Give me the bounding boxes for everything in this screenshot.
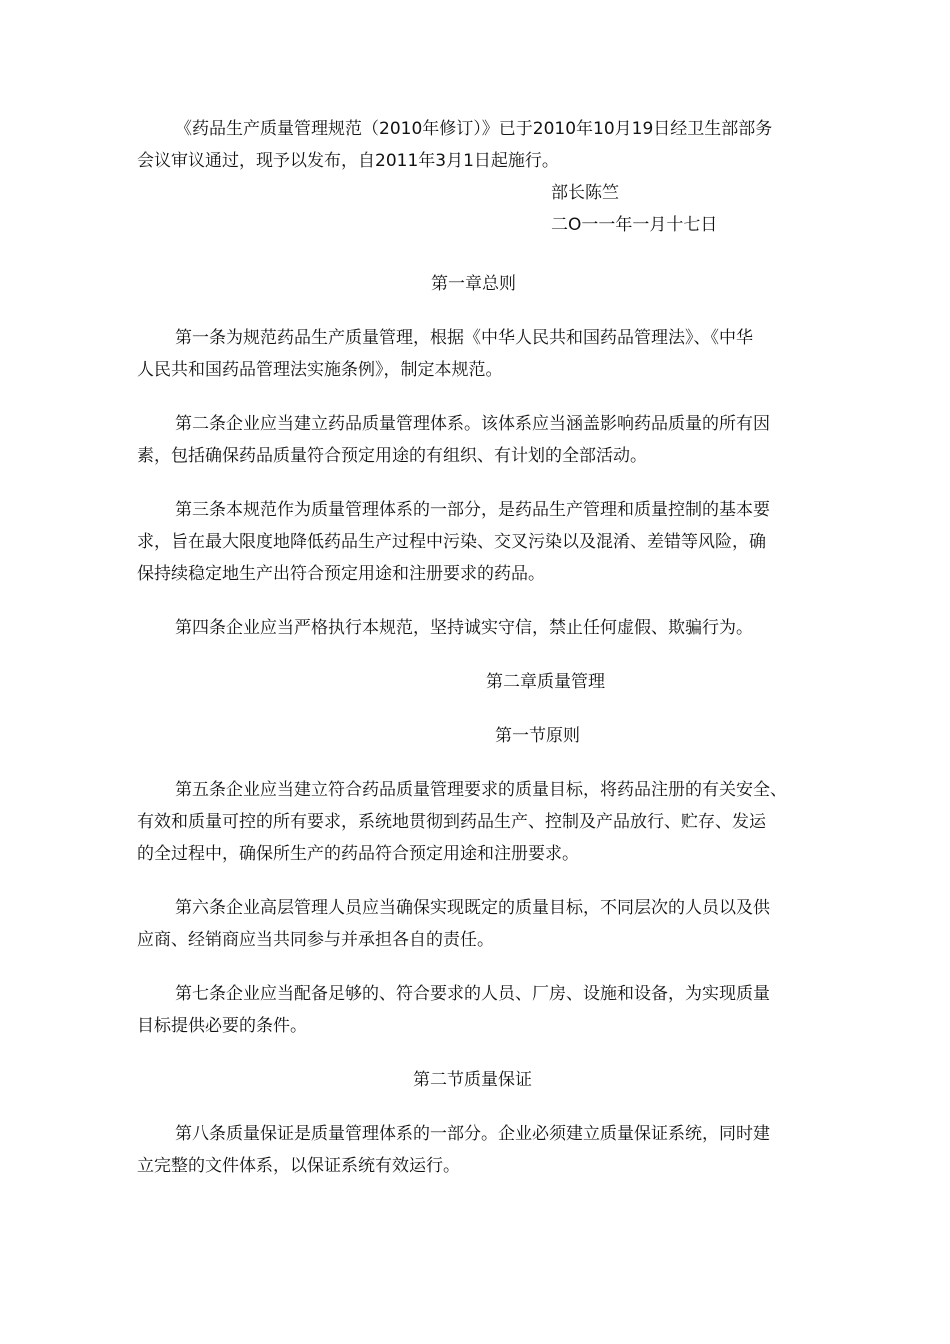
preamble-line-2: 会议审议通过，现予以发布，自2011年3月1日起施行。 bbox=[137, 151, 559, 171]
article-2-line-2: 素，包括确保药品质量符合预定用途的有组织、有计划的全部活动。 bbox=[137, 446, 647, 466]
section-1-title: 第一节原则 bbox=[495, 726, 580, 746]
article-7-line-2: 目标提供必要的条件。 bbox=[137, 1016, 307, 1036]
article-8-line-1: 第八条质量保证是质量管理体系的一部分。企业必须建立质量保证系统，同时建 bbox=[175, 1124, 770, 1144]
chapter-2-title: 第二章质量管理 bbox=[486, 672, 605, 692]
chapter-1-title: 第一章总则 bbox=[431, 274, 516, 294]
article-1-line-1: 第一条为规范药品生产质量管理，根据《中华人民共和国药品管理法》、《中华 bbox=[175, 328, 753, 348]
article-2-line-1: 第二条企业应当建立药品质量管理体系。该体系应当涵盖影响药品质量的所有因 bbox=[175, 414, 770, 434]
article-5-line-3: 的全过程中，确保所生产的药品符合预定用途和注册要求。 bbox=[137, 844, 579, 864]
article-6-line-2: 应商、经销商应当共同参与并承担各自的责任。 bbox=[137, 930, 494, 950]
article-5-line-1: 第五条企业应当建立符合药品质量管理要求的质量目标，将药品注册的有关安全、 bbox=[175, 780, 787, 800]
article-3-line-3: 保持续稳定地生产出符合预定用途和注册要求的药品。 bbox=[137, 564, 545, 584]
section-2-title: 第二节质量保证 bbox=[413, 1070, 532, 1090]
article-3-line-1: 第三条本规范作为质量管理体系的一部分，是药品生产管理和质量控制的基本要 bbox=[175, 500, 770, 520]
preamble-line-1: 《药品生产质量管理规范（2010年修订）》已于2010年10月19日经卫生部部务 bbox=[175, 119, 773, 139]
article-4-line-1: 第四条企业应当严格执行本规范，坚持诚实守信，禁止任何虚假、欺骗行为。 bbox=[175, 618, 753, 638]
article-1-line-2: 人民共和国药品管理法实施条例》，制定本规范。 bbox=[137, 360, 503, 380]
signature-name: 部长陈竺 bbox=[551, 183, 619, 203]
article-5-line-2: 有效和质量可控的所有要求，系统地贯彻到药品生产、控制及产品放行、贮存、发运 bbox=[137, 812, 766, 832]
article-3-line-2: 求，旨在最大限度地降低药品生产过程中污染、交叉污染以及混淆、差错等风险，确 bbox=[137, 532, 766, 552]
article-7-line-1: 第七条企业应当配备足够的、符合要求的人员、厂房、设施和设备，为实现质量 bbox=[175, 984, 770, 1004]
signature-date: 二O一一年一月十七日 bbox=[551, 215, 718, 235]
article-8-line-2: 立完整的文件体系，以保证系统有效运行。 bbox=[137, 1156, 460, 1176]
article-6-line-1: 第六条企业高层管理人员应当确保实现既定的质量目标，不同层次的人员以及供 bbox=[175, 898, 770, 918]
